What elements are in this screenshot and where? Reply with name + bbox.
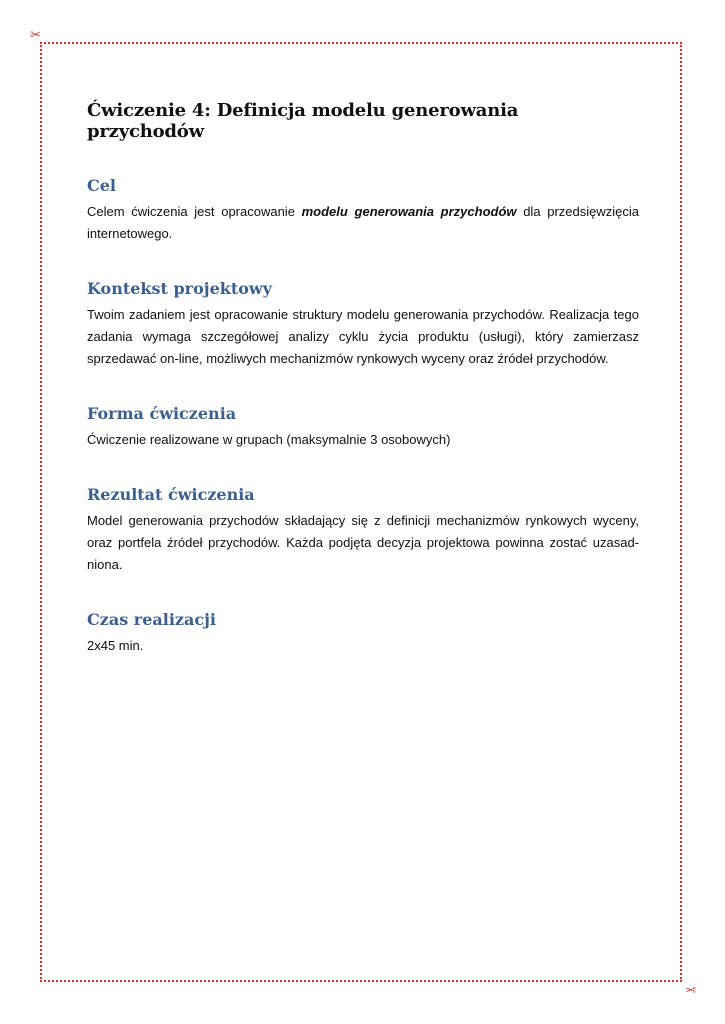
section-heading: Cel (87, 176, 116, 195)
section-text (87, 201, 639, 245)
section-heading: Rezultat ćwiczenia (87, 485, 255, 504)
scissors-icon: ✂ (685, 981, 696, 996)
section-rezultat (87, 485, 639, 576)
section-heading: Kontekst projektowy (87, 279, 272, 298)
section-heading: Czas realizacji (87, 610, 216, 629)
section-cel (87, 176, 639, 245)
section-forma (87, 404, 639, 451)
section-text: Model generowania przychodów składający się z definicji mechanizmów rynkowych wyceny, oraz portfela źródeł przychodów. Każda podjęta decyzja projektowa powinna zostać uzasad-niona. (87, 513, 639, 572)
page-title: Ćwiczenie 4: Definicja modelu generowania przychodów (87, 100, 519, 142)
section-text: Ćwiczenie realizowane w grupach (maksymalnie 3 osobowych) (87, 432, 451, 447)
section-kontekst (87, 279, 639, 370)
emphasized-text: modelu generowania przychodów (301, 204, 517, 219)
document-content (87, 100, 639, 691)
section-czas (87, 610, 639, 657)
section-heading: Forma ćwiczenia (87, 404, 237, 423)
section-text: Twoim zadaniem jest opracowanie struktury modelu generowania przychodów. Realizacja tego zadania wymaga szczegółowej analizy cyklu życia produktu (usługi), który zamierzasz sprzedawać on-line, możliwych mechanizmów rynkowych wyceny oraz źródeł przychodów. (87, 307, 639, 366)
text-part: dla przedsięwzięcia internetowego. (87, 204, 639, 241)
scissors-icon: ✂ (30, 28, 41, 43)
text-part: Celem ćwiczenia jest opracowanie (87, 204, 302, 219)
section-text: 2x45 min. (87, 638, 144, 653)
